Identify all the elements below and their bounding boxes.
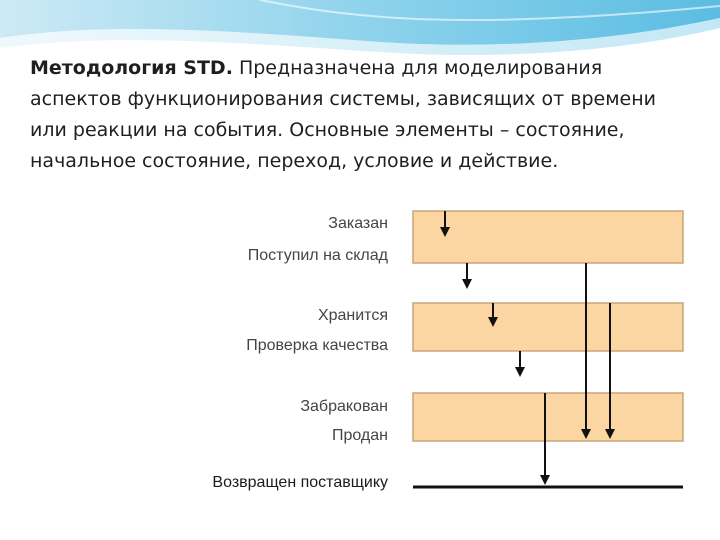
slide-description: Предназначена для моделирования аспектов функционирования системы, зависящих от времени или реакции на события. Основные элементы – состояние, начальное состояние, переход, условие и действие. [30,57,657,172]
state-label-quality-check: Проверка качества [246,337,388,354]
state-label-ordered: Заказан [328,215,388,232]
state-label-sold: Продан [331,427,388,444]
state-band-3 [413,393,683,441]
state-transition-diagram [200,195,700,540]
state-label-returned: Возвращен поставщику [212,474,388,491]
state-label-rejected: Забракован [300,398,388,415]
slide-body-text [30,53,670,177]
slide-heading: Методология STD. [30,57,233,79]
state-band-1 [413,211,683,263]
state-label-arrived: Поступил на склад [247,247,388,264]
state-band-2 [413,303,683,351]
state-label-stored: Хранится [317,307,388,324]
